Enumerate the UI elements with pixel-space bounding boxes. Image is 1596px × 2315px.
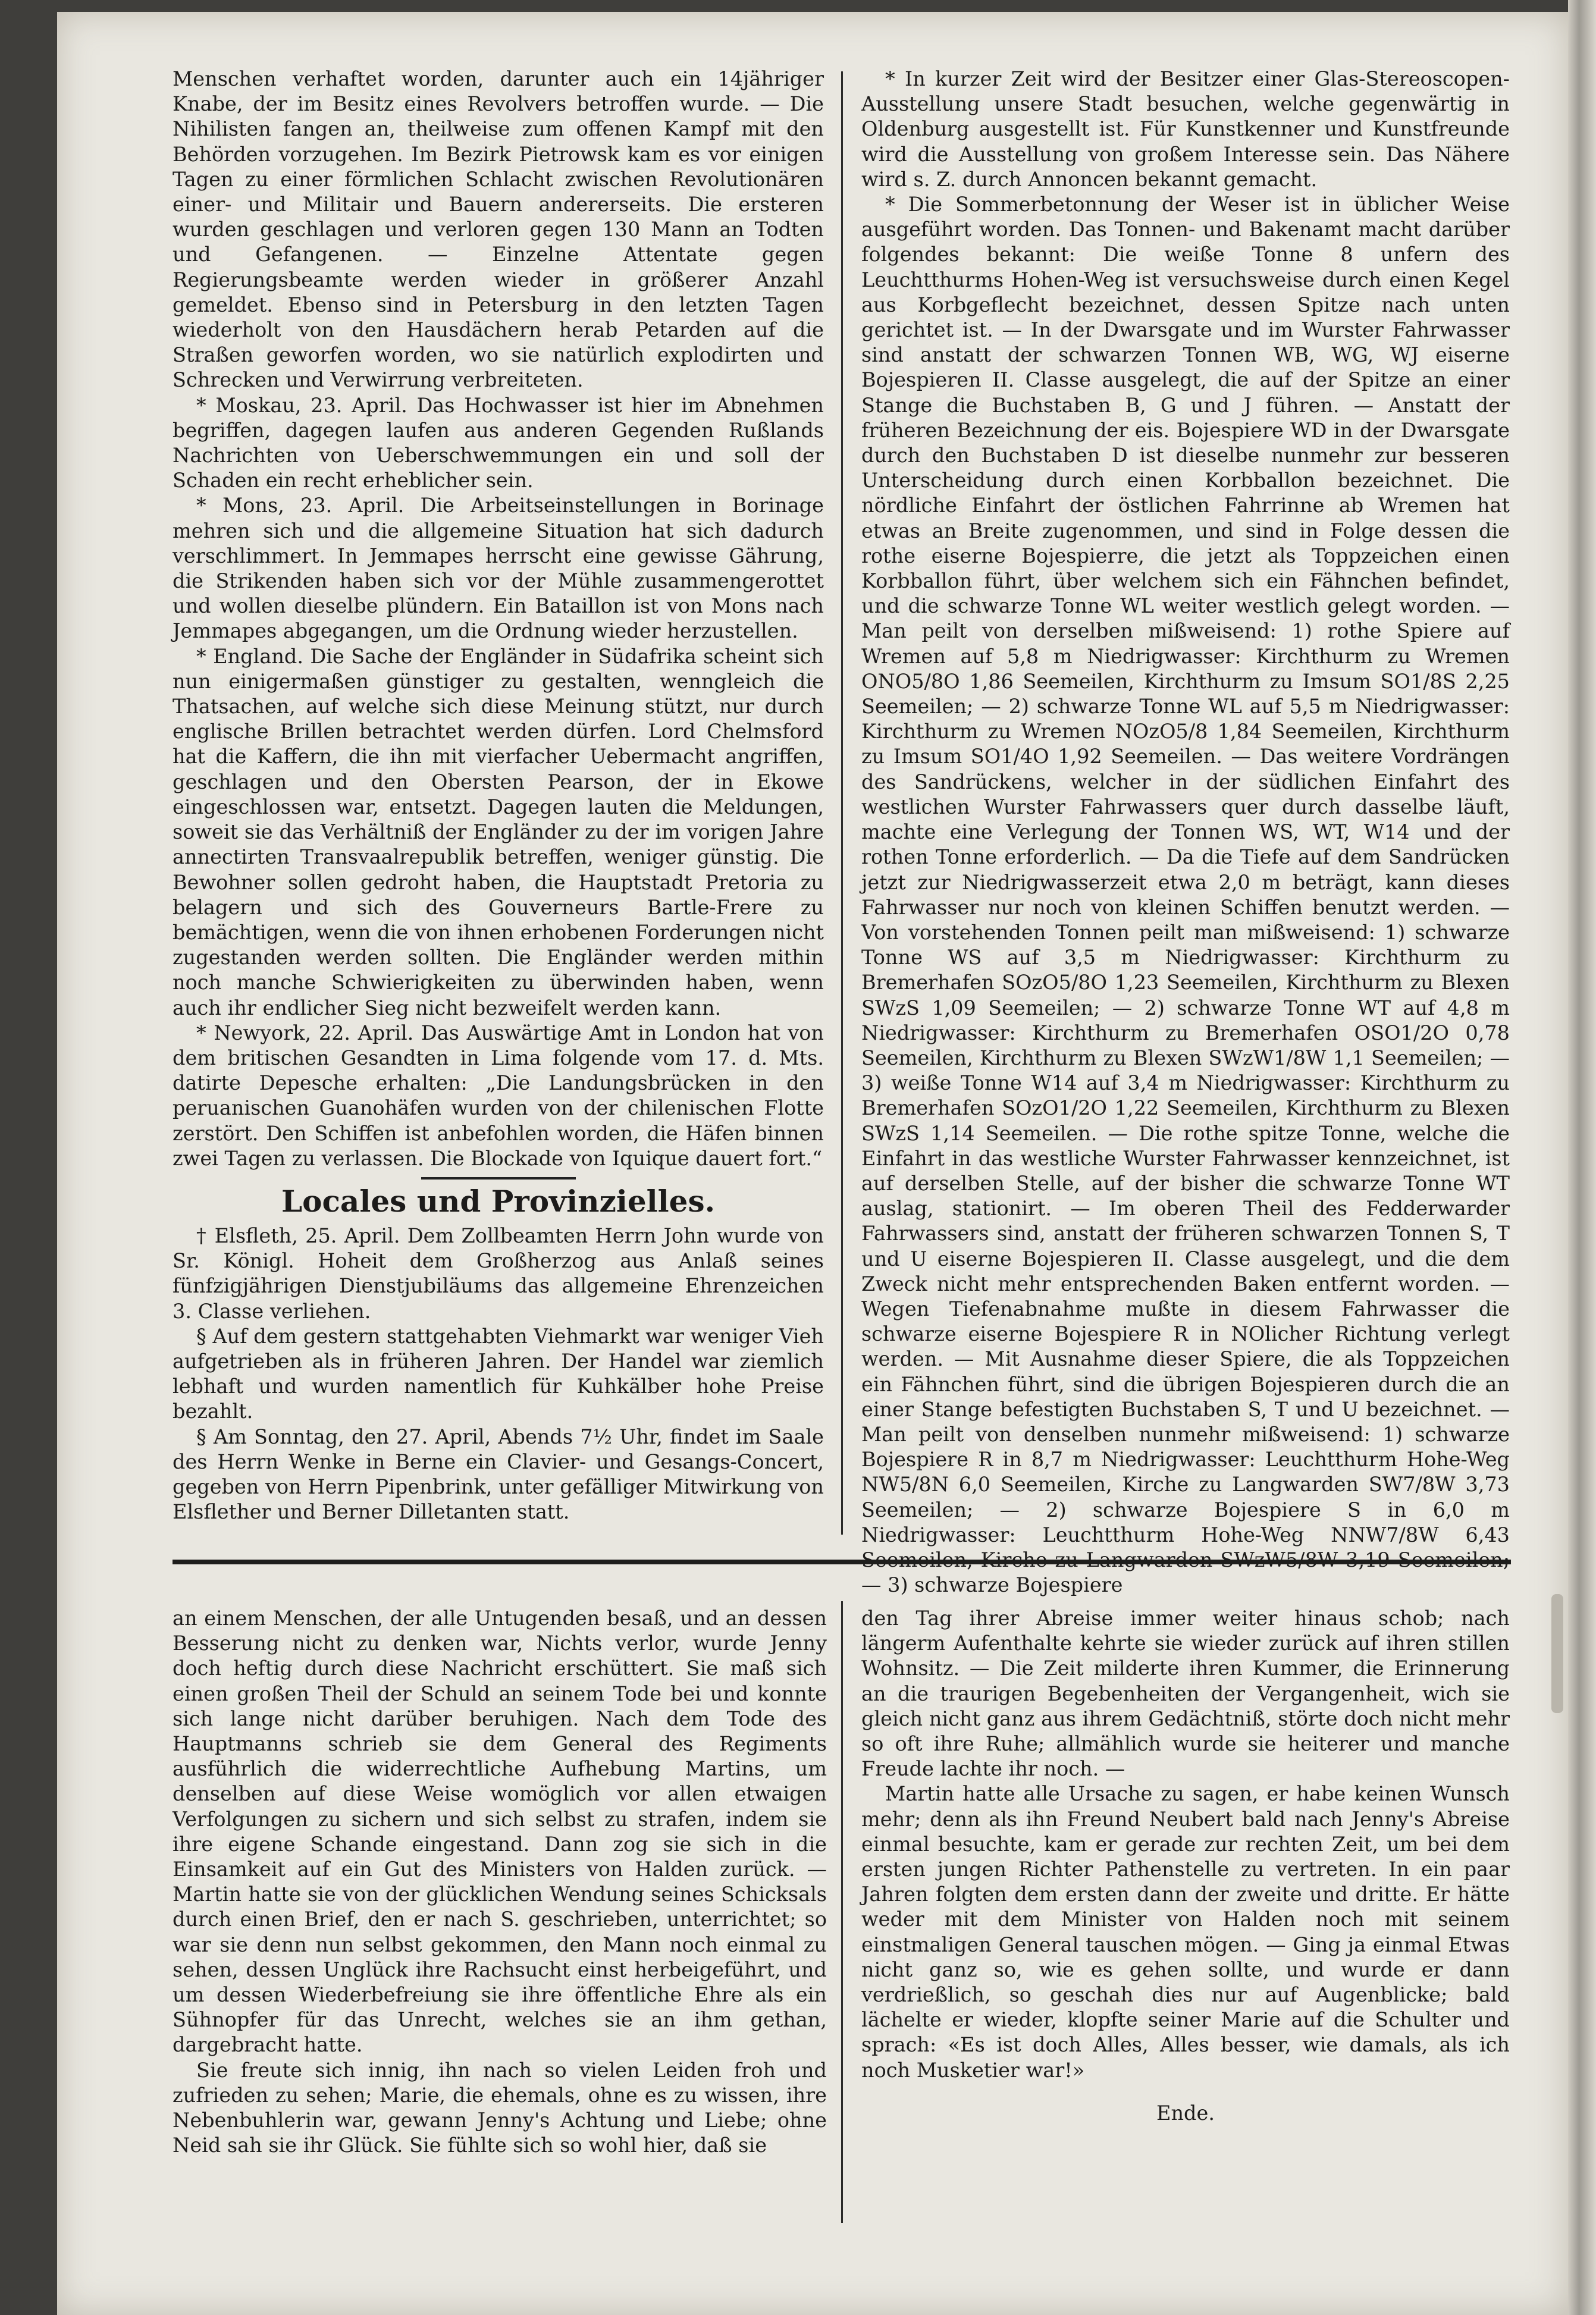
article-england: * England. Die Sache der Engländer in Südafrika scheint sich nun einigermaßen günstiger zu gestalten, wenngleich die Thatsachen, auf welche sich diese Meinung stützt, nur durch englische Brillen betrachtet werden dürfen. Lord Chelmsford hat die Kaffern, die ihn mit vierfacher Uebermacht angriffen, geschlagen und den Obersten Pearson, der in Ekowe eingeschlossen war, entsetzt. Dagegen lauten die Meldungen, soweit sie das Verhältniß der Engländer zu der im vorigen Jahre annectirten Transvaalrepublik betreffen, weniger günstig. Die Bewohner sollen gedroht haben, die Hauptstadt Pretoria zu belagern und sich des Gouverneurs Bartle-Frere zu bemächtigen, wenn die von ihnen erhobenen Forderungen nicht zugestanden werden sollten. Die Engländer werden mithin noch manche Schwierigkeiten zu überwinden haben, wenn auch ihr endlicher Sieg nicht bezweifelt werden kann. [173,644,824,1020]
heading-divider [421,1177,576,1180]
page-edge-strip [1568,0,1596,2315]
section-heading: Locales und Provinzielles. [281,1183,716,1219]
column-bottom-right [861,1606,1510,2225]
story-paragraph: den Tag ihrer Abreise immer weiter hinaus schob; nach längerm Aufenthalte kehrte sie wieder zurück auf ihren stillen Wohnsitz. — Die Zeit milderte ihren Kummer, die Erinnerung an die traurigen Begebenheiten der Vergangenheit, wich sie gleich nicht ganz aus ihrem Gedächtniß, störte doch nicht mehr so oft ihre Ruhe; allmählich wurde sie heiterer und manche Freude lachte ihr noch. — [861,1607,1510,1781]
local-news-elsfleth: † Elsfleth, 25. April. Dem Zollbeamten Herrn John wurde von Sr. Königl. Hoheit dem Großherzog aus Anlaß seines fünfzigjährigen Dienstjubiläums das allgemeine Ehrenzeichen 3. Classe verliehen. [173,1224,824,1323]
article-moskau: * Moskau, 23. April. Das Hochwasser ist hier im Abnehmen begriffen, dagegen laufen aus anderen Gegenden Rußlands Nachrichten von Ueberschwemmungen ein und soll der Schaden ein recht erheblicher sein. [173,393,824,493]
column-divider-bottom [841,1601,843,2223]
story-paragraph: Martin hatte alle Ursache zu sagen, er habe keinen Wunsch mehr; denn als ihn Freund Neubert bald nach Jenny's Abreise einmal besuchte, kam er gerade zur rechten Zeit, um bei dem ersten jungen Richter Pathenstelle zu vertreten. In ein paar Jahren folgten dem ersten dann der zweite und dritte. Er hätte weder mit dem Minister von Halden noch mit seinem einstmaligen General tauschen mögen. — Ging ja einmal Etwas nicht ganz so, wie es gehen sollte, und wurde er dann verdrießlich, so geschah dies nur auf Augenblicke; bald lächelte er wieder, klopfte seiner Marie auf die Schulter und sprach: «Es ist doch Alles, Alles besser, wie damals, als ich noch Musketier war!» [861,1782,1510,2082]
column-top-left [173,67,824,1524]
binding-mark [1551,1594,1563,1713]
story-paragraph: Sie freute sich innig, ihn nach so vielen Leiden froh und zufrieden zu sehen; Marie, die ehemals, ohne es zu wissen, ihre Nebenbuhlerin war, gewann Jenny's Achtung und Liebe; ohne Neid sah sie ihr Glück. Sie fühlte sich so wohl hier, daß sie [173,2058,827,2157]
article-weser-betonnung: * Die Sommerbetonnung der Weser ist in üblicher Weise ausgeführt worden. Das Tonnen- und Bakenamt macht darüber folgendes bekannt: Die weiße Tonne 8 unfern des Leuchtthurms Hohen-Weg ist versuchsweise durch einen Kegel aus Korbgeflecht bezeichnet, dessen Spitze nach unten gerichtet ist. — In der Dwarsgate und im Wurster Fahrwasser sind anstatt der schwarzen Tonnen WB, WG, WJ eiserne Bojespieren II. Classe ausgelegt, die auf der Spitze an einer Stange die Buchstaben B, G und J führen. — Anstatt der früheren Bezeichnung der eis. Bojespiere WD in der Dwarsgate durch den Buchstaben D ist dieselbe nunmehr zur besseren Unterscheidung durch einen Korbballon bezeichnet. Die nördliche Einfahrt der östlichen Fahrrinne ab Wremen hat etwas an Breite zugenommen, und sind in Folge dessen die rothe eiserne Bojespierre, die jetzt als Toppzeichen einen Korbballon führt, über welchem sich ein Fähnchen befindet, und die schwarze Tonne WL weiter westlich gelegt worden. — Man peilt von derselben mißweisend: 1) rothe Spiere auf Wremen auf 5,8 m Niedrigwasser: Kirchthurm zu Wremen ONO5/8O 1,86 Seemeilen, Kirchthurm zu Imsum SO1/8S 2,25 Seemeilen; — 2) schwarze Tonne WL auf 5,5 m Niedrigwasser: Kirchthurm zu Wremen NOzO5/8 1,84 Seemeilen, Kirchthurm zu Imsum SO1/4O 1,92 Seemeilen. — Das weitere Vordrängen des Sandrückens, welcher in der südlichen Einfahrt des westlichen Wurster Fahrwassers quer durch dasselbe läuft, machte eine Verlegung der Tonnen WS, WT, W14 und der rothen Tonne erforderlich. — Da die Tiefe auf dem Sandrücken jetzt zur Niedrigwasserzeit etwa 2,0 m beträgt, kann dieses Fahrwasser nur noch von kleinen Schiffen benutzt werden. — Von vorstehenden Tonnen peilt man mißweisend: 1) schwarze Tonne WS auf 3,5 m Niedrigwasser: Kirchthurm zu Bremerhafen SOzO5/8O 1,23 Seemeilen, Kirchthurm zu Blexen SWzS 1,09 Seemeilen; — 2) schwarze Tonne WT auf 4,8 m Niedrigwasser: Kirchthurm zu Bremerhafen OSO1/2O 0,78 Seemeilen, Kirchthurm zu Blexen SWzW1/8W 1,1 Seemeilen; — 3) weiße Tonne W14 auf 3,4 m Niedrigwasser: Kirchthurm zu Bremerhafen SOzO1/2O 1,22 Seemeilen, Kirchthurm zu Blexen SWzS 1,14 Seemeilen. — Die rothe spitze Tonne, welche die Einfahrt in das westliche Wurster Fahrwasser kennzeichnet, ist auf derselben Stelle, auf der bisher die schwarze Tonne WT auslag, stationirt. — Im oberen Theil des Fedderwarder Fahrwassers sind, anstatt der früheren schwarzen Tonnen S, T und U eiserne Bojespieren II. Classe ausgelegt, und die dem Zweck nicht mehr entsprechenden Baken entfernt worden. — Wegen Tiefenabnahme mußte in diesem Fahrwasser die schwarze eiserne Bojespiere R in NOlicher Richtung verlegt werden. — Mit Ausnahme dieser Spiere, die als Toppzeichen ein Fähnchen führt, sind die übrigen Bojespieren durch die an einer Stange befestigten Buchstaben S, T und U bezeichnet. — Man peilt von denselben nunmehr mißweisend: 1) schwarze Bojespiere R in 8,7 m Niedrigwasser: Leuchtthurm Hohe-Weg NW5/8N 6,0 Seemeilen, Kirche zu Langwarden SW7/8W 3,73 Seemeilen; — 2) schwarze Bojespiere S in 6,0 m Niedrigwasser: Leuchtthurm Hohe-Weg NNW7/8W 6,43 — 3) schwarze Bojespiere [861,193,1510,1597]
article-paragraph: Menschen verhaftet worden, darunter auch ein 14jähriger Knabe, der im Besitz eines Revolvers betroffen wurde. — Die Nihilisten fangen an, theilweise zum offenen Kampf mit den Behörden vorzugehen. Im Bezirk Pietrowsk kam es vor einigen Tagen zu einer förmlichen Schlacht zwischen Revolutionären einer- und Militair und Bauern andererseits. Die ersteren wurden geschlagen und verloren gegen 130 Mann an Todten und Gefangenen. — Einzelne Attentate gegen Regierungsbeamte werden wieder in größerer Anzahl gemeldet. Ebenso sind in Petersburg in den letzten Tagen wiederholt von den Hausdächern herab Petarden auf die Straßen geworfen worden, wo sie natürlich explodirten und Schrecken und Verwirrung verbreiteten. [173,67,824,392]
local-news-viehmarkt: § Auf dem gestern stattgehabten Viehmarkt war weniger Vieh aufgetrieben als in früheren Jahren. Der Handel war ziemlich lebhaft und wurden namentlich für Kuhkälber hohe Preise bezahlt. [173,1324,824,1423]
article-mons: * Mons, 23. April. Die Arbeitseinstellungen in Borinage mehren sich und die allgemeine Situation hat sich dadurch verschlimmert. In Jemmapes herrscht eine gewisse Gährung, die Strikenden haben sich vor der Mühle zusammengerottet und wollen dieselbe plündern. Ein Bataillon ist von Mons nach Jemmapes abgegangen, um die Ordnung wieder herzustellen. [173,494,824,643]
column-bottom-left [173,1606,827,2225]
column-top-right [861,67,1510,1597]
article-newyork: * Newyork, 22. April. Das Auswärtige Amt in London hat von dem britischen Gesandten in Lima folgende vom 17. d. Mts. datirte Depesche erhalten: „Die Landungsbrücken in den peruanischen Guanohäfen wurden von der chilenischen Flotte zerstört. Den Schiffen ist anbefohlen worden, die Häfen binnen zwei Tagen zu verlassen. Die Blockade von Iquique dauert fort.“ [173,1021,824,1170]
article-stereoscopen: * In kurzer Zeit wird der Besitzer einer Glas-Stereoscopen-Ausstellung unsere Stadt besuchen, welche gegenwärtig in Oldenburg ausgestellt ist. Für Kunstkenner und Kunstfreunde wird die Ausstellung von großem Interesse sein. Das Nähere wird s. Z. durch Annoncen bekannt gemacht. [861,67,1510,191]
story-paragraph: an einem Menschen, der alle Untugenden besaß, und an dessen Besserung nicht zu denken war, Nichts verlor, wurde Jenny doch heftig durch diese Nachricht erschüttert. Sie maß sich einen großen Theil der Schuld an seinem Tode bei und konnte sich lange nicht darüber beruhigen. Nach dem Tode des Hauptmanns schrieb sie dem General des Regiments ausführlich die widerrechtliche Aufhebung Martins, um denselben auf diese Weise womöglich vor allen etwaigen Verfolgungen zu sichern und sich selbst zu strafen, indem sie ihre eigene Schande eingestand. Dann zog sie sich in die Einsamkeit auf ein Gut des Ministers von Halden zurück. — Martin hatte sie von der glücklichen Wendung seines Schicksals durch einen Brief, den er nach S. geschrieben, unterrichtet; so war sie denn nun selbst gekommen, den Mann noch einmal zu sehen, dessen Unglück ihre Rachsucht einst herbeigeführt, und um dessen Wiederbefreiung sie ihre öffentliche Ehre als ein Sühnopfer für das Unrecht, welches sie an ihm gethan, dargebracht hatte. [173,1607,827,2057]
column-divider-top [841,71,843,1535]
local-news-concert: § Am Sonntag, den 27. April, Abends 7½ Uhr, findet im Saale des Herrn Wenke in Berne ein Clavier- und Gesangs-Concert, gegeben von Herrn Pipenbrink, unter gefälliger Mitwirkung von Elsflether und Berner Dilletanten statt. [173,1425,824,1524]
end-mark: Ende. [1156,2101,1215,2125]
feuilleton-divider [173,1560,1511,1564]
